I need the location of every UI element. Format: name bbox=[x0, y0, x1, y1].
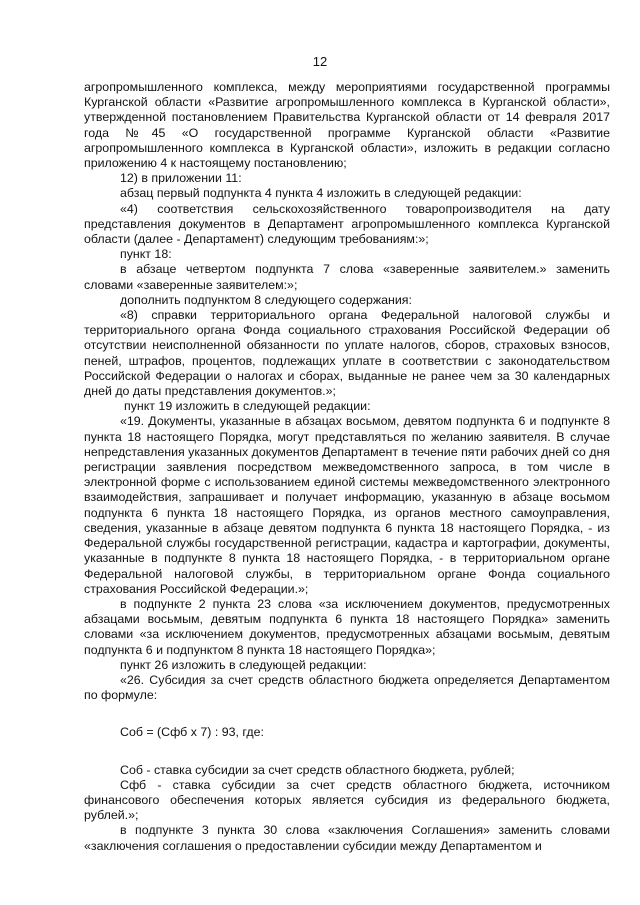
paragraph: агропромышленного комплекса, между мероприятиями государственной программы Курганской области «Развитие агропромышленного комплекса в Курганской области», утвержденной постановлением Правительства Курганской области от 14 февраля 2017 года №45 «О государственной программе Курганской области «Развитие агропромышленного комплекса в Курганской области», изложить в редакции согласно приложению 4 к настоящему постановлению; bbox=[84, 80, 610, 171]
paragraph: Сфб - ставка субсидии за счет средств областного бюджета, источником финансового обеспечения которых является субсидия из федерального бюджета, рублей.»; bbox=[84, 777, 610, 823]
paragraph: «19. Документы, указанные в абзацах восьмом, девятом подпункта 6 и подпункте 8 пункта 18 настоящего Порядка, могут представляться по желанию заявителя. В случае непредставления указанных документов Департамент в течение пяти рабочих дней со дня регистрации заявления посредством межведомственного запроса, в том числе в электронной форме с использованием единой системы межведомственного электронного взаимодействия, запрашивает и получает информацию, указанную в абзаце восьмом подпункта 6 пункта 18 настоящего Порядка, из органов местного самоуправления, сведения, указанные в абзаце девятом подпункта 6 пункта 18 настоящего Порядка, - из Федеральной службы государственной регистрации, кадастра и картографии, документы, указанные в подпункте 8 пункта 18 настоящего Порядка, - в территориальном органе Федеральной налоговой службы, в территориальном органе Фонда социального страхования Российской Федерации.»; bbox=[84, 414, 610, 596]
paragraph: в подпункте 2 пункта 23 слова «за исключением документов, предусмотренных абзацами восьмым, девятым подпункта 6 пункта 18 настоящего Порядка» заменить словами «за исключением документов, предусмотренных абзацами восьмым, девятым подпункта 6 и подпунктом 8 пункта 18 настоящего Порядка»; bbox=[84, 596, 610, 657]
paragraph: 12) в приложении 11: bbox=[120, 171, 242, 186]
paragraph: Соб - ставка субсидии за счет средств областного бюджета, рублей; bbox=[120, 762, 515, 777]
paragraph: дополнить подпунктом 8 следующего содержания: bbox=[120, 292, 412, 307]
page-number: 12 bbox=[312, 54, 328, 69]
paragraph: «26. Субсидия за счет средств областного бюджета определяется Департаментом по формуле: bbox=[84, 672, 610, 703]
paragraph: в абзаце четвертом подпункта 7 слова «заверенные заявителем.» заменить словами «заверенные заявителем:»; bbox=[84, 262, 610, 292]
paragraph: в подпункте 3 пункта 30 слова «заключения Соглашения» заменить словами «заключения соглашения о предоставлении субсидии между Департаментом и bbox=[84, 823, 610, 853]
paragraph: пункт 19 изложить в следующей редакции: bbox=[124, 399, 371, 414]
formula: Соб = (Сфб х 7) : 93, где: bbox=[120, 725, 264, 740]
paragraph: «4) соответствия сельскохозяйственного товаропроизводителя на дату представления документов в Департамент агропромышленного комплекса Курганской области (далее - Департамент) следующим требованиям:»; bbox=[84, 201, 610, 247]
paragraph: абзац первый подпункта 4 пункта 4 изложить в следующей редакции: bbox=[120, 186, 522, 201]
paragraph: пункт 26 изложить в следующей редакции: bbox=[120, 657, 367, 672]
paragraph: «8) справки территориального органа Федеральной налоговой службы и территориального органа Фонда социального страхования Российской Федерации об отсутствии неисполненной обязанности по уплате налогов, сборов, страховых взносов, пеней, штрафов, процентов, подлежащих уплате в соответствии с законодательством Российской Федерации о налогах и сборах, выданные не ранее чем за 30 календарных дней до даты представления документов.»; bbox=[84, 308, 610, 399]
paragraph: пункт 18: bbox=[120, 247, 172, 262]
document-body bbox=[84, 80, 610, 854]
